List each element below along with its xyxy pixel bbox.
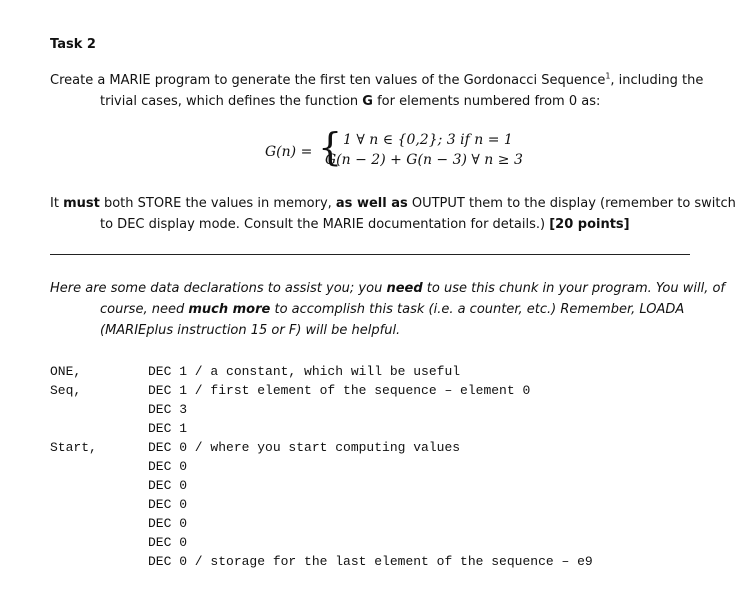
code-instruction: DEC 1 / a constant, which will be useful xyxy=(148,364,461,379)
req-must: must xyxy=(63,196,100,211)
intro-text: trivial cases, which defines the function xyxy=(100,94,363,109)
formula-case-2: G(n − 2) + G(n − 3) ∀ n ≥ 3 xyxy=(325,152,523,168)
intro-text: , including the xyxy=(610,73,704,88)
code-label: ONE, xyxy=(50,364,82,379)
hint-text: to use this chunk in your program. You will, of xyxy=(422,281,725,296)
hint-much-more: much more xyxy=(188,302,271,317)
req-as-well-as: as well as xyxy=(335,196,408,211)
code-instruction: DEC 0 xyxy=(148,516,188,531)
formula-brace: { xyxy=(318,125,343,169)
code-instruction: DEC 1 / first element of the sequence – element 0 xyxy=(148,383,531,398)
intro-line-2 xyxy=(100,91,600,112)
requirement-line-2 xyxy=(100,214,630,235)
hint-line-3: (MARIEplus instruction 15 or F) will be helpful. xyxy=(100,323,401,338)
code-label: Start, xyxy=(50,440,97,455)
hint-line-2 xyxy=(100,299,684,320)
requirement-line-1 xyxy=(50,193,736,214)
req-text: to DEC display mode. Consult the MARIE documentation for details.) xyxy=(100,217,550,232)
code-instruction: DEC 1 xyxy=(148,421,188,436)
hint-text: Here are some data declarations to assist you; you xyxy=(50,281,387,296)
code-instruction: DEC 0 xyxy=(148,497,188,512)
task-title: Task 2 xyxy=(50,37,96,52)
code-instruction: DEC 0 / where you start computing values xyxy=(148,440,461,455)
formula-lhs: G(n) = xyxy=(265,144,313,160)
formula-case-1: 1 ∀ n ∈ {0,2}; 3 if n = 1 xyxy=(343,132,513,148)
hint-line-1 xyxy=(50,278,725,299)
req-text: It xyxy=(50,196,64,211)
req-text: OUTPUT them to the display (remember to switch xyxy=(407,196,736,211)
intro-text: for elements numbered from 0 as: xyxy=(372,94,601,109)
hint-need: need xyxy=(386,281,423,296)
function-name: G xyxy=(362,94,373,109)
code-instruction: DEC 0 xyxy=(148,459,188,474)
code-instruction: DEC 3 xyxy=(148,402,188,417)
code-instruction: DEC 0 xyxy=(148,535,188,550)
points-label: [20 points] xyxy=(549,217,630,232)
section-divider xyxy=(50,254,690,255)
code-label: Seq, xyxy=(50,383,82,398)
code-instruction: DEC 0 / storage for the last element of the sequence – e9 xyxy=(148,554,593,569)
hint-text: to accomplish this task (i.e. a counter, etc.) Remember, LOADA xyxy=(270,302,685,317)
intro-line-1 xyxy=(50,70,703,91)
code-instruction: DEC 0 xyxy=(148,478,188,493)
req-text: both STORE the values in memory, xyxy=(99,196,336,211)
footnote-marker: 1 xyxy=(605,71,611,81)
intro-text: Create a MARIE program to generate the first ten values of the Gordonacci Sequence xyxy=(50,73,606,88)
hint-text: course, need xyxy=(100,302,189,317)
